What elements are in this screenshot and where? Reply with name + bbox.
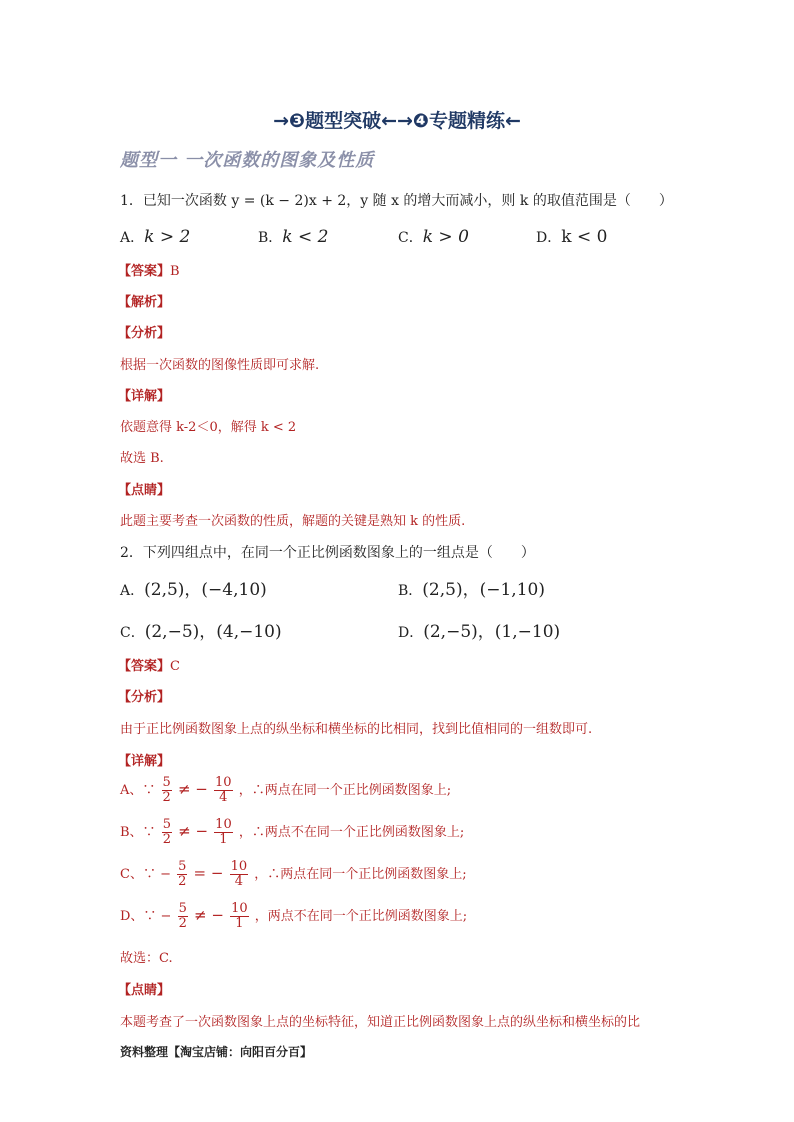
q2-detail-row-d xyxy=(120,902,467,931)
row-prefix: D、∵ − xyxy=(120,909,172,924)
fraction: $\frac{5}{2}$ xyxy=(178,859,187,889)
row-text: ，两点不在同一个正比例函数图象上; xyxy=(254,909,468,924)
option-math: (2,5)，(−1,10) xyxy=(422,580,545,600)
relation: = − xyxy=(193,864,224,882)
relation: ≠ − xyxy=(178,822,209,840)
section-title: 题型一 一次函数的图象及性质 xyxy=(120,150,375,171)
q1-option-a xyxy=(120,227,190,247)
q2-fenxi-text: 由于正比例函数图象上点的纵坐标和横坐标的比相同，找到比值相同的一组数即可. xyxy=(120,722,593,737)
q1-fenxi-text: 根据一次函数的图像性质即可求解. xyxy=(120,358,320,373)
page-header: →❸题型突破←→❹专题精练← xyxy=(273,110,521,132)
fraction: $\frac{10}{1}$ xyxy=(215,817,232,847)
answer-tag: 【答案】 xyxy=(118,264,171,279)
fraction: $\frac{5}{2}$ xyxy=(162,775,171,805)
fraction: $\frac{5}{2}$ xyxy=(162,817,171,847)
option-letter: C． xyxy=(398,230,423,246)
fraction: $\frac{5}{2}$ xyxy=(178,901,187,931)
fraction: $\frac{10}{4}$ xyxy=(215,775,232,805)
option-letter: D． xyxy=(398,625,424,641)
q1-stem: 1．已知一次函数 y = (k − 2)x + 2，y 随 x 的增大而减小，则 k 的取值范围是（ ） xyxy=(120,193,673,209)
option-math: k < 0 xyxy=(561,227,608,247)
q2-option-b xyxy=(398,575,545,600)
page-footer: 资料整理【淘宝店铺：向阳百分百】 xyxy=(120,1045,313,1059)
q2-detail-row-b xyxy=(120,818,464,847)
row-text: ，∴两点不在同一个正比例函数图象上; xyxy=(238,825,465,840)
q1-option-b xyxy=(258,227,328,247)
row-text: ，∴两点在同一个正比例函数图象上; xyxy=(238,783,452,798)
q2-answer xyxy=(118,655,180,674)
q2-conclusion: 故选：C. xyxy=(120,951,173,966)
q2-option-a xyxy=(120,575,267,600)
relation: ≠ − xyxy=(194,906,224,924)
option-letter: A． xyxy=(120,230,145,246)
q1-xiangjie-line2: 故选 B. xyxy=(120,451,164,466)
option-letter: B． xyxy=(258,230,283,246)
option-letter: C． xyxy=(120,625,145,641)
row-text: ，∴两点在同一个正比例函数图象上; xyxy=(254,867,467,882)
q2-option-d xyxy=(398,617,560,642)
option-math: k < 2 xyxy=(282,227,329,247)
q1-jiexi-tag: 【解析】 xyxy=(118,295,171,310)
q1-fenxi-tag: 【分析】 xyxy=(118,326,171,341)
option-math: k > 2 xyxy=(144,227,191,247)
q2-detail-row-a xyxy=(120,776,451,805)
q1-xiangjie-line1: 依题意得 k-2＜0，解得 k < 2 xyxy=(120,420,297,435)
q1-answer xyxy=(118,260,180,279)
answer-value: C xyxy=(170,659,180,674)
q2-fenxi-tag: 【分析】 xyxy=(118,690,171,705)
q1-dianjing-tag: 【点睛】 xyxy=(118,483,171,498)
row-prefix: B、∵ xyxy=(120,825,156,840)
q1-xiangjie-tag: 【详解】 xyxy=(118,389,171,404)
option-letter: B． xyxy=(398,583,423,599)
option-math: (2,5)，(−4,10) xyxy=(144,580,267,600)
option-letter: A． xyxy=(120,583,145,599)
q1-dianjing-text: 此题主要考查一次函数的性质，解题的关键是熟知 k 的性质. xyxy=(120,514,466,529)
q2-dianjing-text: 本题考查了一次函数图象上点的坐标特征，知道正比例函数图象上点的纵坐标和横坐标的比 xyxy=(120,1015,641,1030)
fraction: $\frac{10}{1}$ xyxy=(231,901,248,931)
row-prefix: A、∵ xyxy=(120,783,156,798)
q2-dianjing-tag: 【点睛】 xyxy=(118,983,171,998)
q2-detail-row-c xyxy=(120,860,467,889)
relation: ≠ − xyxy=(177,780,208,798)
q2-stem: 2．下列四组点中，在同一个正比例函数图象上的一组点是（ ） xyxy=(120,545,535,561)
option-math: (2,−5)，(4,−10) xyxy=(144,622,282,642)
row-prefix: C、∵ − xyxy=(120,867,171,882)
q2-xiangjie-tag: 【详解】 xyxy=(118,754,171,769)
option-math: k > 0 xyxy=(422,227,469,247)
option-letter: D． xyxy=(536,230,562,246)
fraction: $\frac{10}{4}$ xyxy=(230,859,248,889)
answer-value: B xyxy=(170,264,180,279)
option-math: (2,−5)，(1,−10) xyxy=(423,622,561,642)
q1-option-c xyxy=(398,227,469,247)
answer-tag: 【答案】 xyxy=(118,659,171,674)
q1-option-d xyxy=(536,227,607,247)
q2-option-c xyxy=(120,617,282,642)
